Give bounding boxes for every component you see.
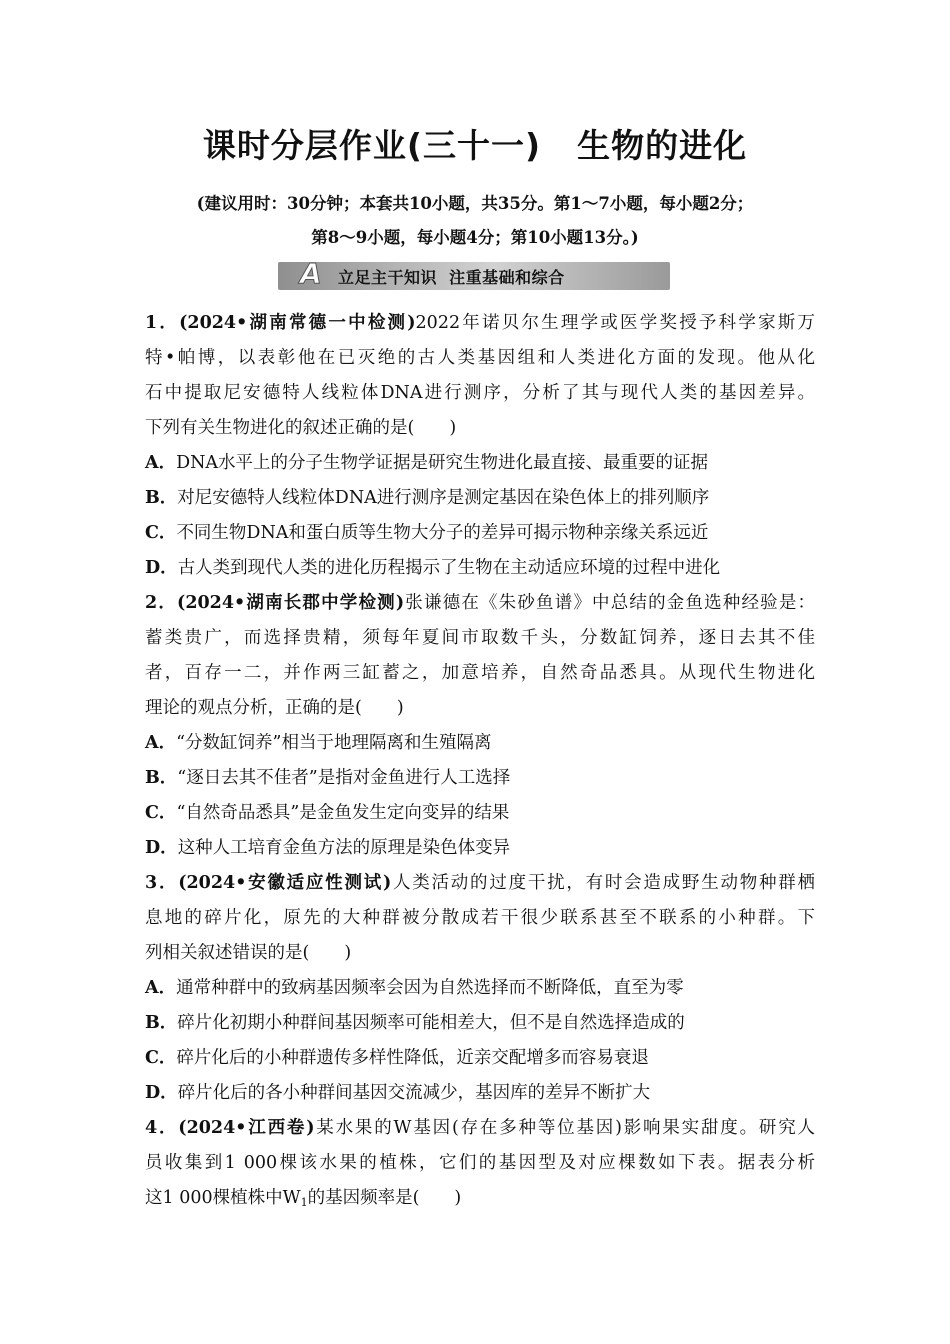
question-4-line-2: 员收集到1 000棵该水果的植株，它们的基因型及对应棵数如下表。据表分析 xyxy=(145,1153,815,1173)
option-text: 碎片化后的小种群遗传多样性降低，近亲交配增多而容易衰退 xyxy=(176,1048,649,1068)
question-2-line-2: 蓄类贵广，而选择贵精，须每年夏间市取数千头，分数缸饲养，逐日去其不佳 xyxy=(145,628,815,648)
option-row xyxy=(145,831,815,866)
question-1-line-1 xyxy=(145,306,815,341)
option-row xyxy=(145,1006,815,1041)
question-source: (2024•江西卷) xyxy=(178,1118,315,1138)
option-row xyxy=(145,551,815,586)
option-row xyxy=(145,1041,815,1076)
option-label: A． xyxy=(145,733,177,753)
option-text: 碎片化初期小种群间基因频率可能相差大，但不是自然选择造成的 xyxy=(177,1013,685,1033)
section-banner xyxy=(278,257,670,290)
option-text: 这种人工培育金鱼方法的原理是染色体变异 xyxy=(177,838,511,858)
option-row xyxy=(145,1076,815,1111)
option-text: “分数缸饲养”相当于地理隔离和生殖隔离 xyxy=(176,733,492,753)
question-stem-text: 某水果的W基因(存在多种等位基因)影响果实甜度。研究人 xyxy=(314,1118,816,1138)
question-list xyxy=(145,306,815,1216)
option-text: 不同生物DNA和蛋白质等生物大分子的差异可揭示物种亲缘关系远近 xyxy=(176,523,709,543)
question-stem-text: 张谦德在《朱砂鱼谱》中总结的金鱼选种经验是： xyxy=(404,593,816,613)
option-label: A． xyxy=(145,978,177,998)
option-row xyxy=(145,446,815,481)
title-topic: 生物的进化 xyxy=(577,126,748,165)
question-3-line-2: 息地的碎片化，原先的大种群被分散成若干很少联系甚至不联系的小种群。下 xyxy=(145,908,815,928)
question-2-line-1 xyxy=(145,586,815,621)
section-letter-icon: A xyxy=(300,257,322,290)
option-label: C． xyxy=(145,1048,177,1068)
option-text: “逐日去其不佳者”是指对金鱼进行人工选择 xyxy=(177,768,511,788)
option-text: DNA水平上的分子生物学证据是研究生物进化最直接、最重要的证据 xyxy=(176,453,709,473)
option-label: D． xyxy=(145,838,178,858)
option-row xyxy=(145,796,815,831)
option-row xyxy=(145,516,815,551)
question-stem-text: 的基因频率是( ) xyxy=(307,1188,462,1208)
time-note-line-2: 第8～9小题，每小题4分；第10小题13分。) xyxy=(311,228,639,247)
question-3-line-3: 列相关叙述错误的是( ) xyxy=(145,943,352,963)
question-source: (2024•安徽适应性测试) xyxy=(178,873,392,893)
question-1-line-4: 下列有关生物进化的叙述正确的是( ) xyxy=(145,418,457,438)
option-text: 通常种群中的致病基因频率会因为自然选择而不断降低，直至为零 xyxy=(176,978,684,998)
question-3-line-1 xyxy=(145,866,815,901)
option-text: 古人类到现代人类的进化历程揭示了生物在主动适应环境的过程中进化 xyxy=(177,558,721,578)
question-number: 3． xyxy=(145,873,179,893)
question-2-line-3: 者，百存一二，并作两三缸蓄之，加意培养，自然奇品悉具。从现代生物进化 xyxy=(145,663,815,683)
option-row xyxy=(145,726,815,761)
option-row xyxy=(145,971,815,1006)
question-1-line-2: 特•帕博，以表彰他在已灭绝的古人类基因组和人类进化方面的发现。他从化 xyxy=(145,348,815,368)
time-note-line-1: (建议用时：30分钟；本套共10小题，共35分。第1～7小题，每小题2分； xyxy=(196,194,754,213)
option-label: D． xyxy=(145,1083,178,1103)
question-4-line-1 xyxy=(145,1111,815,1146)
option-text: 对尼安德特人线粒体DNA进行测序是测定基因在染色体上的排列顺序 xyxy=(177,488,710,508)
option-label: B． xyxy=(145,1013,178,1033)
question-source: (2024•湖南常德一中检测) xyxy=(179,313,416,333)
question-number: 4． xyxy=(145,1118,179,1138)
option-label: C． xyxy=(145,803,177,823)
question-stem-text: 这1 000棵植株中W xyxy=(145,1188,301,1208)
page-title xyxy=(0,120,950,167)
option-label: C． xyxy=(145,523,177,543)
question-stem-text: 2022年诺贝尔生理学或医学奖授予科学家斯万 xyxy=(415,313,815,333)
option-label: B． xyxy=(145,488,178,508)
option-row xyxy=(145,761,815,796)
option-label: D． xyxy=(145,558,178,578)
question-source: (2024•湖南长郡中学检测) xyxy=(177,593,405,613)
question-4-line-3 xyxy=(145,1181,815,1216)
subscript: 1 xyxy=(300,1196,308,1209)
question-1-line-3: 石中提取尼安德特人线粒体DNA进行测序，分析了其与现代人类的基因差异。 xyxy=(145,383,815,403)
question-stem-text: 人类活动的过度干扰，有时会造成野生动物种群栖 xyxy=(391,873,815,893)
question-2-line-4: 理论的观点分析，正确的是( ) xyxy=(145,698,404,718)
question-number: 2． xyxy=(145,593,178,613)
section-label: 立足主干知识 注重基础和综合 xyxy=(338,268,565,287)
option-text: “自然奇品悉具”是金鱼发生定向变异的结果 xyxy=(176,803,510,823)
question-number: 1． xyxy=(145,313,180,333)
option-text: 碎片化后的各小种群间基因交流减少，基因库的差异不断扩大 xyxy=(177,1083,651,1103)
option-label: A． xyxy=(145,453,177,473)
title-main: 课时分层作业(三十一) xyxy=(202,126,542,165)
option-label: B． xyxy=(145,768,178,788)
option-row xyxy=(145,481,815,516)
